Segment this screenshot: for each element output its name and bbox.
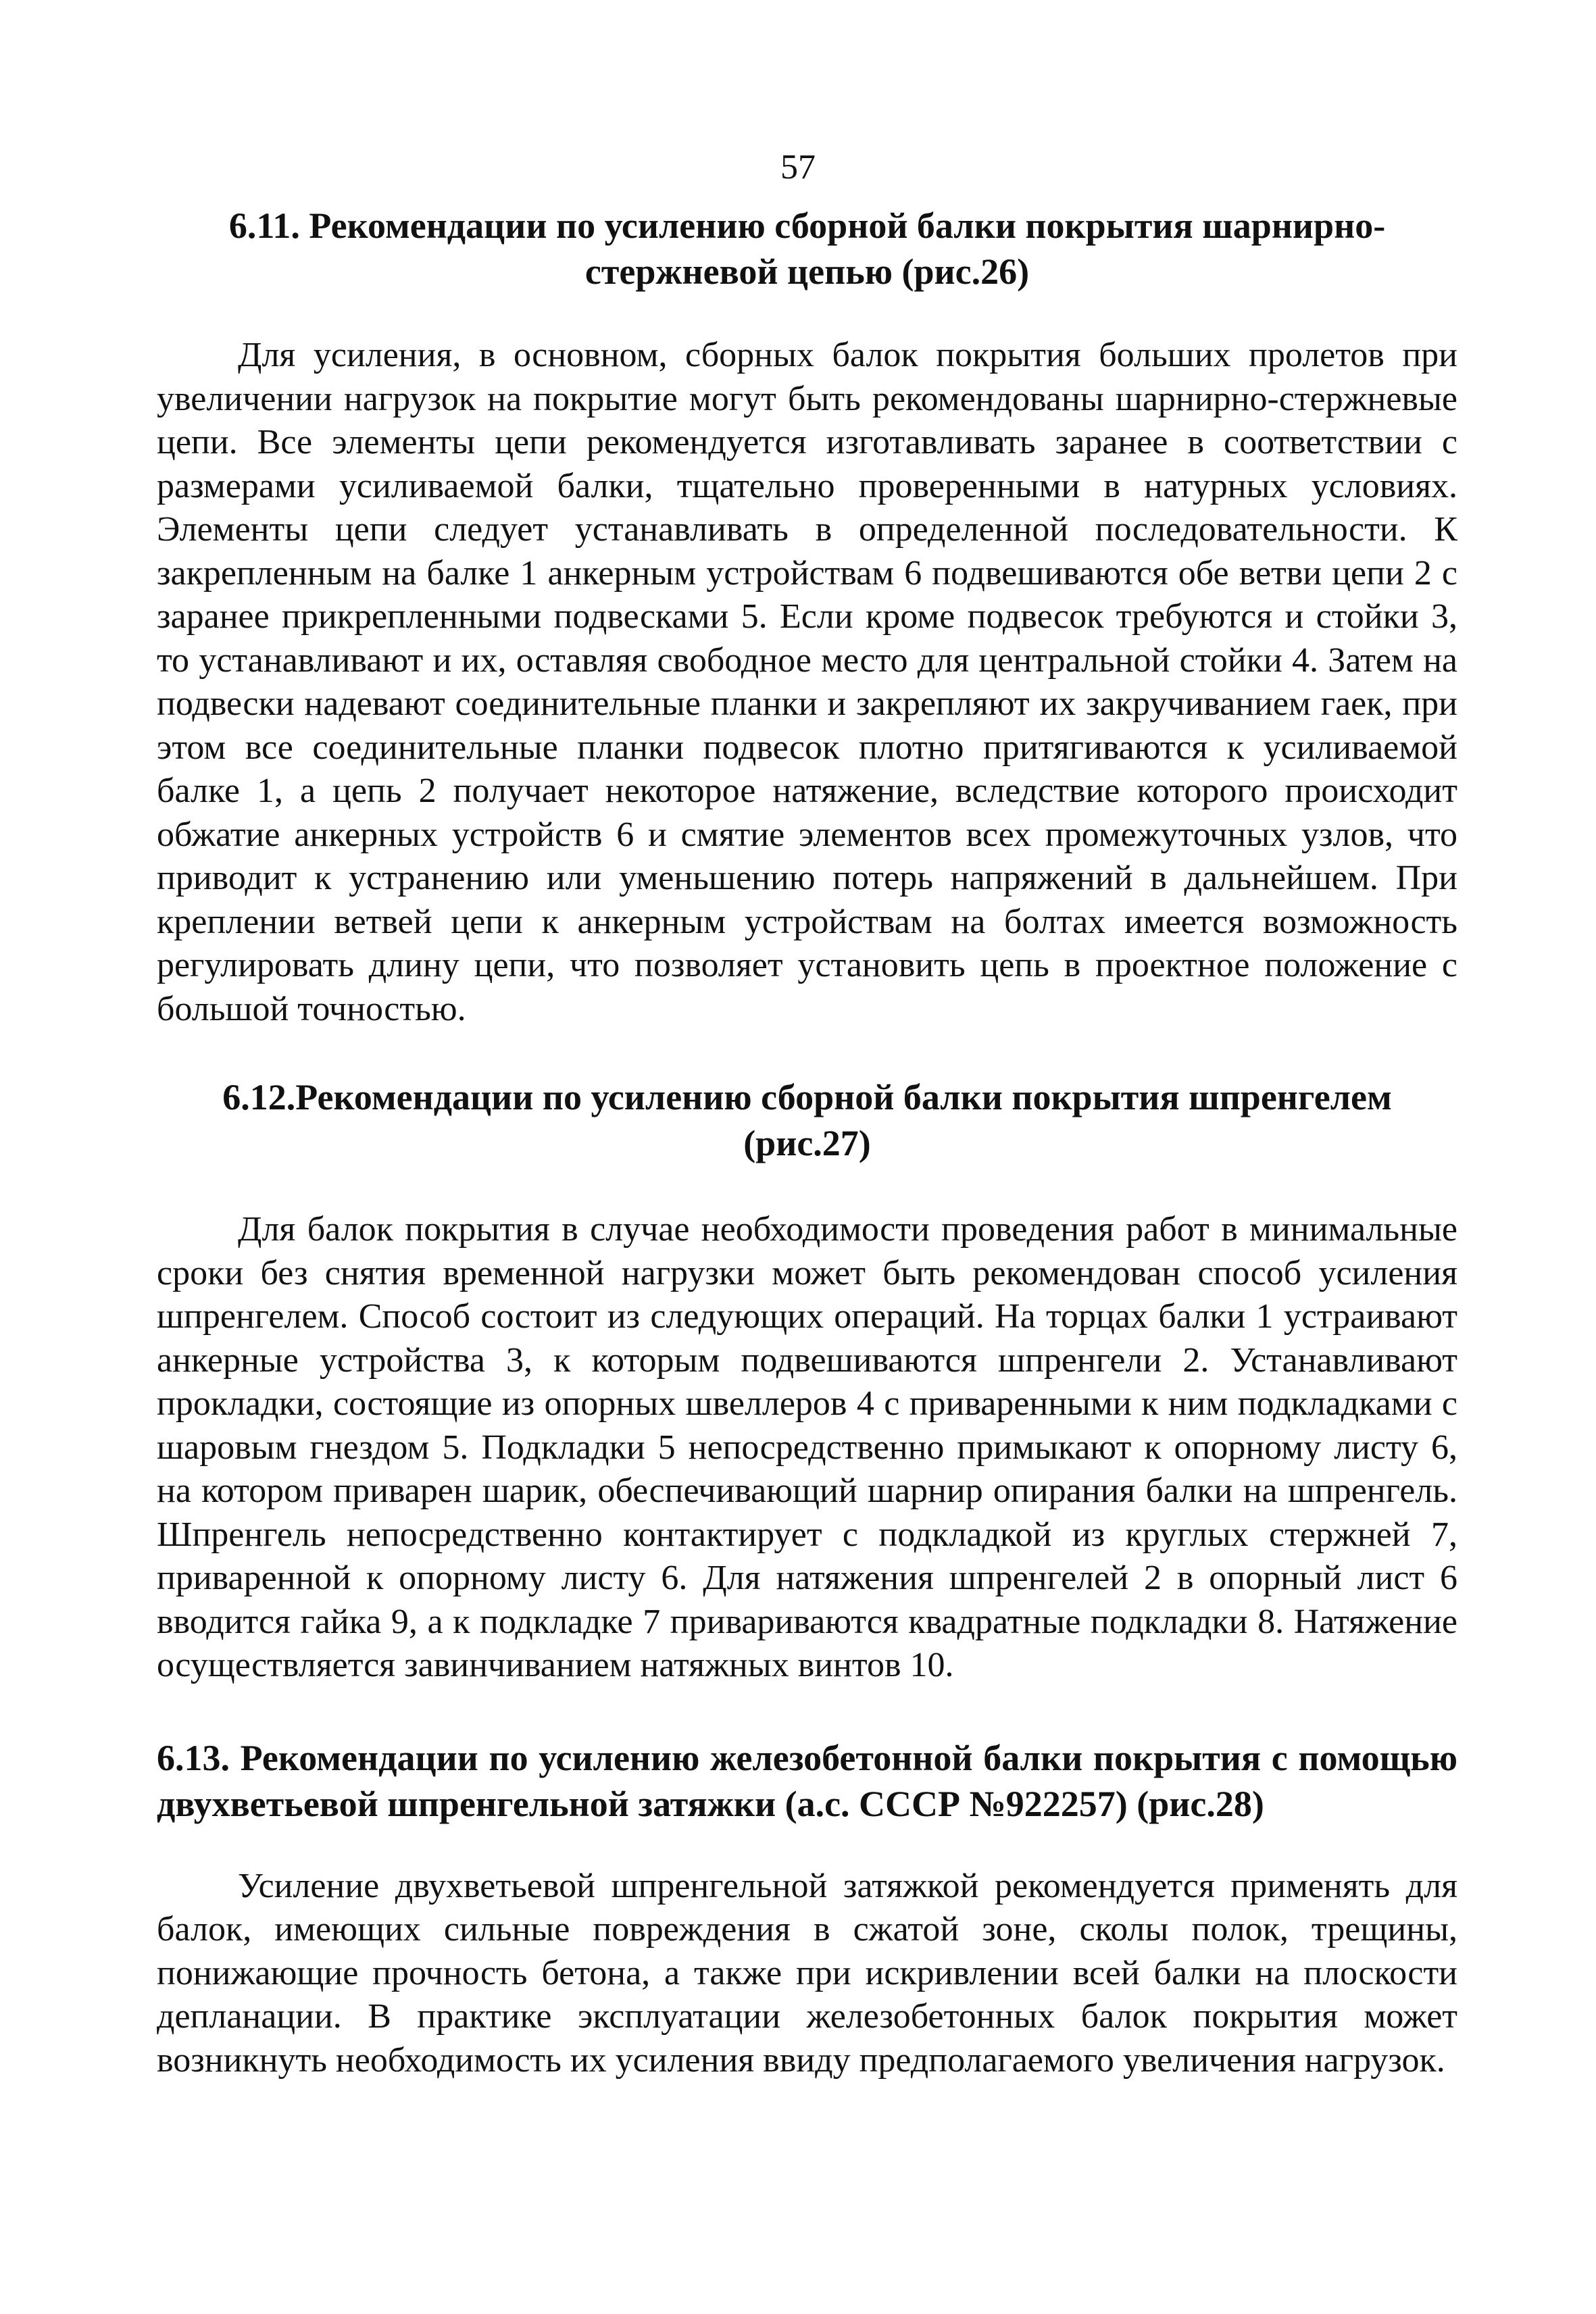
page-content <box>157 203 1457 2082</box>
section-heading-6-11: 6.11. Рекомендации по усилению сборной балки покрытия шарнирно-стержневой цепью (рис.26) <box>228 205 1386 292</box>
section-heading-6-12: 6.12.Рекомендации по усилению сборной балки покрытия шпренгелем (рис.27) <box>222 1077 1392 1163</box>
page-number: 57 <box>780 148 816 186</box>
section-paragraph-6-13: Усиление двухветьевой шпренгельной затяжкой рекомендуется применять для балок, имеющих сильные повреждения в сжатой зоне, сколы полок, трещины, понижающие прочность бетона, а также при искривлении всей балки на плоскости депланации. В практике эксплуатации железобетонных балок покрытия может возникнуть необходимость их усиления ввиду предполагаемого увеличения нагрузок. <box>157 1866 1457 2080</box>
section-paragraph-6-11: Для усиления, в основном, сборных балок покрытия больших пролетов при увеличении нагрузок на покрытие могут быть рекомендованы шарнирно-стержневые цепи. Все элементы цепи рекомендуется изготавливать заранее в соответствии с размерами усиливаемой балки, тщательно проверенными в натурных условиях. Элементы цепи следует устанавливать в определенной последовательности. К закрепленным на балке 1 анкерным устройствам 6 подвешиваются обе ветви цепи 2 с заранее прикрепленными подвесками 5. Если кроме подвесок требуются и стойки 3, то устанавливают и их, оставляя свободное место для центральной стойки 4. Затем на подвески надевают соединительные планки и закрепляют их закручиванием гаек, при этом все соединительные планки подвесок плотно притягиваются к усиливаемой балке 1, а цепь 2 получает некоторое натяжение, вследствие которого происходит обжатие анкерных устройств 6 и смятие элементов всех промежуточных узлов, что приводит к устранению или уменьшению потерь напряжений в дальнейшем. При креплении ветвей цепи к анкерным устройствам на болтах имеется возможность регулировать длину цепи, что позволяет установить цепь в проектное положение с большой точностью. <box>157 336 1457 1028</box>
section-paragraph-6-12: Для балок покрытия в случае необходимости проведения работ в минимальные сроки без снятия временной нагрузки может быть рекомендован способ усиления шпренгелем. Способ состоит из следующих операций. На торцах балки 1 устраивают анкерные устройства 3, к которым подвешиваются шпренгели 2. Устанавливают прокладки, состоящие из опорных швеллеров 4 с приваренными к ним подкладками с шаровым гнездом 5. Подкладки 5 непосредственно примыкают к опорному листу 6, на котором приварен шарик, обеспечивающий шарнир опирания балки на шпренгель. Шпренгель непосредственно контактирует с подкладкой из круглых стержней 7, приваренной к опорному листу 6. Для натяжения шпренгелей 2 в опорный лист 6 вводится гайка 9, а к подкладке 7 привариваются квадратные подкладки 8. Натяжение осуществляется завинчиванием натяжных винтов 10. <box>157 1210 1457 1684</box>
section-heading-6-13: 6.13. Рекомендации по усилению железобетонной балки покрытия с помощью двухветьевой шпренгельной затяжки (а.с. СССР №922257) (рис.28) <box>157 1737 1457 1824</box>
